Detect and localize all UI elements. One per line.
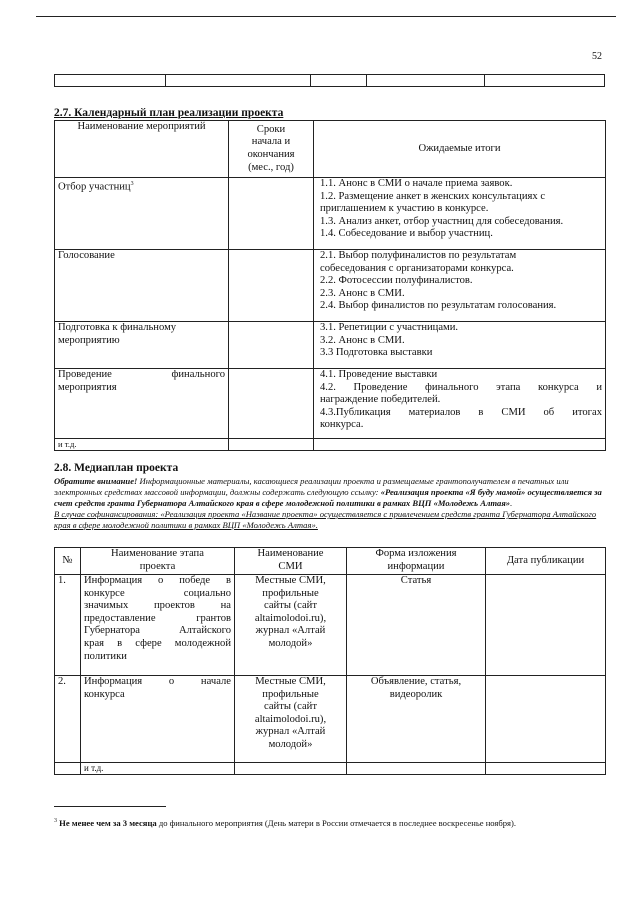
form-cell: Статья [347,575,486,676]
section-2-8-title: 2.8. Медиаплан проекта [54,462,179,474]
media-plan-note: Обратите внимание! Информационные материалы, касающиеся реализации проекта и размещаемые грантополучателем в печатных или электронных средствах массовой информации, должны содержать следующую ссылку: «Реализация проекта «Я буду мамой» осуществляется за счет средств гранта Губернатора Алтайского края в сфере молодежной политики в рамках ВЦП «Молодежь Алтая». В случае софинансирования: «Реализация проекта «Название проекта» осуществляется с привлечением средств гранта Губернатора Алтайского края в сфере молодежной политики в рамках ВЦП «Молодежь Алтая». [54,476,602,530]
table-row [55,676,606,763]
event-cell: Проведение финального мероприятия [55,369,229,439]
header-num: № [55,548,81,575]
dates-cell [229,250,314,322]
dates-cell [229,178,314,250]
date-cell [486,575,606,676]
footnote-rule [54,806,166,807]
table-row [55,250,606,322]
num-cell: 2. [55,676,81,763]
results-cell: 3.1. Репетиции с участницами. 3.2. Анонс в СМИ. 3.3 Подготовка выставки [314,322,606,369]
header-stage: Наименование этапа проекта [81,548,235,575]
form-cell: Объявление, статья, видеоролик [347,676,486,763]
event-cell: Подготовка к финальному мероприятию [55,322,229,369]
event-cell: Отбор участниц$^3$ [55,178,229,250]
header-event: Наименование мероприятий [55,121,229,178]
media-cell: Местные СМИ, профильные сайты (сайт altaimolodoi.ru), журнал «Алтай молодой» [235,676,347,763]
header-form: Форма изложения информации [347,548,486,575]
stage-cell: Информация о начале конкурса [81,676,235,763]
table-header-row [55,548,606,575]
event-cell: Голосование [55,250,229,322]
table-row [55,369,606,439]
header-media: Наименование СМИ [235,548,347,575]
results-cell: 1.1. Анонс в СМИ о начале приема заявок. 1.2. Размещение анкет в женских консультациях с приглашением к участию в конкурсе. 1.3. Анализ анкет, отбор участниц для собеседования. 1.4. Собеседование и выбор участниц. [314,178,606,250]
table-row [55,322,606,369]
table-row [55,178,606,250]
results-cell: 4.1. Проведение выставки 4.2. Проведение финального этапа конкурса и награждение победителей. 4.3.Публикация материалов в СМИ об итогах конкурса. [314,369,606,439]
header-results: Ожидаемые итоги [314,121,606,178]
num-cell: 1. [55,575,81,676]
stage-cell: Информация о победе в конкурсе социально значимых проектов на предоставление грантов Губернатора Алтайского края в сфере молодежной политики [81,575,235,676]
table-row-etc: и т.д. [55,439,606,451]
header-rule [36,16,616,17]
date-cell [486,676,606,763]
page-number: 52 [592,51,602,62]
calendar-plan-table [54,120,606,451]
footnote: $^3$ Не менее чем за 3 месяца до финального мероприятия (День матери в России отмечается в последнее воскресенье ноября). [54,817,517,828]
dates-cell [229,322,314,369]
media-cell: Местные СМИ, профильные сайты (сайт altaimolodoi.ru), журнал «Алтай молодой» [235,575,347,676]
section-2-7-title: 2.7. Календарный план реализации проекта [54,107,284,119]
dates-cell [229,369,314,439]
media-plan-table [54,547,606,775]
table-row [55,575,606,676]
table-row-etc: и т.д. [55,763,606,775]
table-header-row [55,121,606,178]
previous-table-fragment [54,74,605,87]
header-dates: Сроки начала и окончания (мес., год) [229,121,314,178]
results-cell: 2.1. Выбор полуфиналистов по результатам собеседования с организаторами конкурса. 2.2. Фотосессии полуфиналистов. 2.3. Анонс в СМИ. 2.4. Выбор финалистов по результатам голосования. [314,250,606,322]
header-date: Дата публикации [486,548,606,575]
